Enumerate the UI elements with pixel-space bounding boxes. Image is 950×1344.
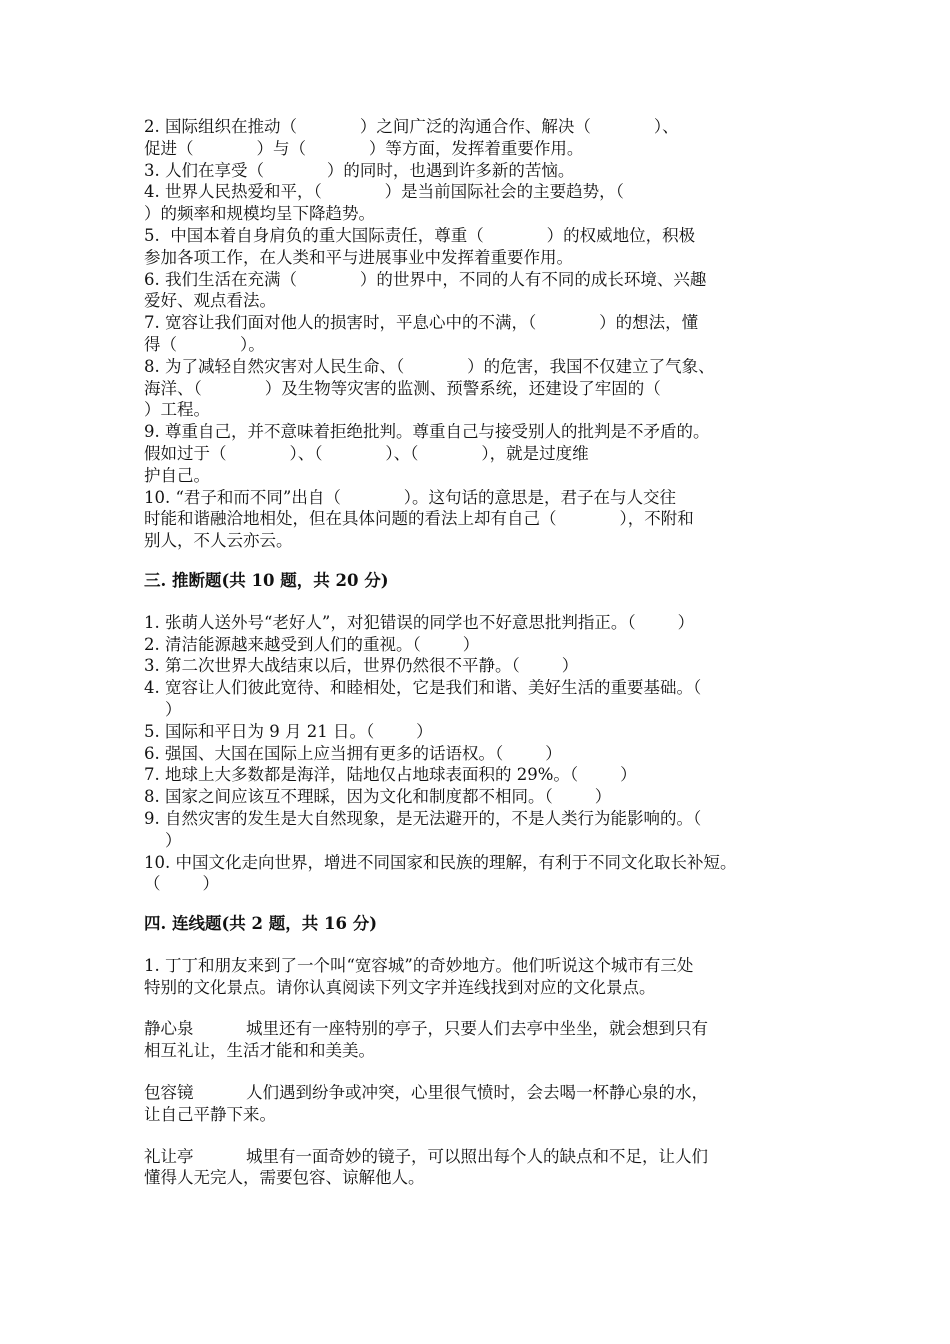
judgment-item (144, 677, 824, 721)
question-item (144, 487, 824, 552)
judgment-item (144, 764, 824, 786)
judgment-item-line: 8. 国家之间应该互不理睬，因为文化和制度都不相同。（ ） (144, 787, 612, 807)
matching-pair-line: 静心泉 城里还有一座特别的亭子，只要人们去亭中坐坐，就会想到只有 (144, 1019, 708, 1039)
matching-pair-line: 相互礼让，生活才能和和美美。 (144, 1041, 375, 1061)
judgment-item-line: ） (144, 699, 182, 719)
matching-pair-line: 懂得人无完人，需要包容、谅解他人。 (144, 1168, 425, 1188)
matching-section (144, 998, 824, 1189)
question-item-line: 别人，不人云亦云。 (144, 531, 293, 551)
judgment-item-line: 3. 第二次世界大战结束以后，世界仍然很不平静。（ ） (144, 656, 579, 676)
question-item-line: 3. 人们在享受（ ）的同时，也遇到许多新的苦恼。 (144, 160, 575, 180)
judgment-item-line: 10. 中国文化走向世界，增进不同国家和民族的理解，有利于不同文化取长补短。 (144, 852, 737, 872)
question-item-line: 爱好、观点看法。 (144, 291, 276, 311)
question-item-line: 4. 世界人民热爱和平，（ ）是当前国际社会的主要趋势，（ (144, 182, 624, 202)
question-item (144, 421, 824, 486)
question-item (144, 312, 824, 356)
judgment-item-line: 1. 张萌人送外号“老好人”，对犯错误的同学也不好意思批判指正。（ ） (144, 612, 695, 632)
section-4-title: 四. 连线题(共 2 题，共 16 分) (144, 914, 378, 934)
question-item (144, 225, 824, 269)
question-item-line: 8. 为了减轻自然灾害对人民生命、（ ）的危害，我国不仅建立了气象、 (144, 356, 715, 376)
question-item (144, 160, 824, 182)
matching-pair (144, 1146, 824, 1190)
fill-blank-section (144, 116, 824, 552)
matching-pair-line: 礼让亭 城里有一面奇妙的镜子，可以照出每个人的缺点和不足，让人们 (144, 1146, 708, 1166)
question-item (144, 181, 824, 225)
judgment-item (144, 634, 824, 656)
question-item-line: 得（ ）。 (144, 334, 265, 354)
judgment-section (144, 612, 824, 895)
judgment-item (144, 852, 824, 896)
question-item (144, 356, 824, 421)
question-item-line: 时能和谐融洽地相处，但在具体问题的看法上却有自己（ ），不附和 (144, 509, 694, 529)
question-item-line: ）的频率和规模均呈下降趋势。 (144, 204, 375, 224)
judgment-item (144, 786, 824, 808)
question-item-line: 10. “君子和而不同”出自（ ）。这句话的意思是，君子在与人交往 (144, 487, 677, 507)
judgment-item-line: 5. 国际和平日为 9 月 21 日。（ ） (144, 721, 433, 741)
exam-page (144, 116, 824, 1189)
question-item (144, 116, 824, 160)
question-item-line: 9. 尊重自己，并不意味着拒绝批判。尊重自己与接受别人的批判是不矛盾的。 (144, 422, 710, 442)
question-item-line: 假如过于（ ）、（ ）、（ ），就是过度维 (144, 443, 589, 463)
judgment-item-line: ） (144, 830, 182, 850)
intro-paragraph-line: 1. 丁丁和朋友来到了一个叫“宽容城”的奇妙地方。他们听说这个城市有三处 (144, 955, 694, 975)
judgment-item (144, 721, 824, 743)
judgment-item-line: 4. 宽容让人们彼此宽待、和睦相处，它是我们和谐、美好生活的重要基础。（ (144, 678, 702, 698)
question-item-line: 促进（ ）与（ ）等方面，发挥着重要作用。 (144, 138, 584, 158)
question-item-line: 护自己。 (144, 465, 210, 485)
judgment-item-line: 7. 地球上大多数都是海洋，陆地仅占地球表面积的 29%。（ ） (144, 765, 637, 785)
judgment-item (144, 808, 824, 852)
question-item-line: 参加各项工作，在人类和平与进展事业中发挥着重要作用。 (144, 247, 573, 267)
judgment-item (144, 655, 824, 677)
intro-paragraph (144, 955, 824, 999)
judgment-item (144, 743, 824, 765)
judgment-item (144, 612, 824, 634)
judgment-item-line: 9. 自然灾害的发生是大自然现象，是无法避开的，不是人类行为能影响的。（ (144, 808, 702, 828)
question-item-line: 6. 我们生活在充满（ ）的世界中，不同的人有不同的成长环境、兴趣 (144, 269, 707, 289)
question-item (144, 269, 824, 313)
matching-pair-line: 包容镜 人们遇到纷争或冲突，心里很气愤时，会去喝一杯静心泉的水， (144, 1083, 708, 1103)
judgment-item-line: 2. 清洁能源越来越受到人们的重视。（ ） (144, 634, 480, 654)
matching-pair-line: 让自己平静下来。 (144, 1104, 276, 1124)
question-item-line: ）工程。 (144, 400, 210, 420)
matching-intro (144, 955, 824, 999)
question-item-line: 2. 国际组织在推动（ ）之间广泛的沟通合作、解决（ ）、 (144, 117, 679, 136)
matching-pair (144, 1082, 824, 1126)
judgment-item-line: （ ） (144, 874, 219, 894)
intro-paragraph-line: 特别的文化景点。请你认真阅读下列文字并连线找到对应的文化景点。 (144, 977, 656, 997)
section-3-title: 三. 推断题(共 10 题，共 20 分) (144, 570, 389, 590)
judgment-item-line: 6. 强国、大国在国际上应当拥有更多的话语权。（ ） (144, 743, 562, 763)
matching-pair (144, 1018, 824, 1062)
question-item-line: 海洋、（ ）及生物等灾害的监测、预警系统，还建设了牢固的（ (144, 378, 661, 398)
question-item-line: 5. 中国本着自身肩负的重大国际责任，尊重（ ）的权威地位，积极 (144, 225, 696, 245)
question-item-line: 7. 宽容让我们面对他人的损害时，平息心中的不满，（ ）的想法，懂 (144, 313, 699, 333)
